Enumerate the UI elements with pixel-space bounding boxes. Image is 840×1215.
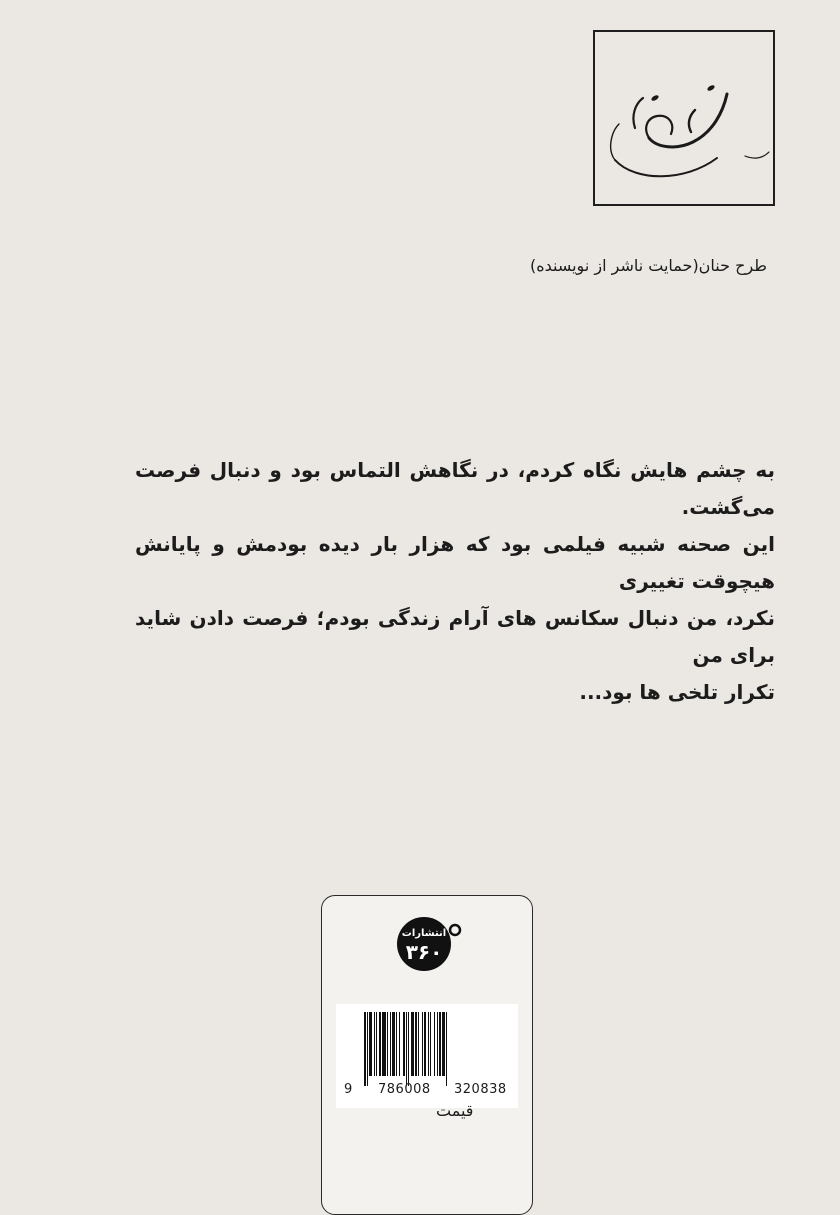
barcode-bars [362, 1012, 510, 1090]
barcode-bar [396, 1012, 397, 1076]
barcode-bar [403, 1012, 405, 1076]
barcode-bar [437, 1012, 438, 1076]
barcode-bar [392, 1012, 395, 1076]
barcode-bar [422, 1012, 423, 1076]
blurb-line: به چشم هایش نگاه کردم، در نگاهش التماس بود و دنبال فرصت می‌گشت. [135, 458, 775, 519]
barcode-bar [411, 1012, 414, 1076]
barcode-bar [367, 1012, 368, 1086]
isbn-barcode [336, 1004, 518, 1108]
barcode-bar [406, 1012, 407, 1086]
blurb-line: تکرار تلخی ها بود... [579, 680, 775, 704]
barcode-bar [374, 1012, 375, 1076]
price-label: قیمت [436, 1101, 474, 1120]
barcode-sticker [321, 895, 533, 1215]
isbn-group-right: 320838 [454, 1082, 507, 1097]
barcode-bar [430, 1012, 431, 1076]
design-credit-text: طرح حنان(حمایت ناشر از نویسنده) [529, 256, 767, 275]
barcode-bar [408, 1012, 409, 1086]
barcode-bar [399, 1012, 400, 1076]
barcode-bar [428, 1012, 429, 1076]
svg-text:۳۶۰: ۳۶۰ [405, 940, 443, 964]
back-cover-blurb [135, 452, 775, 711]
svg-text:انتشارات: انتشارات [401, 928, 447, 939]
publisher-logo-frame [593, 30, 775, 206]
barcode-bar [442, 1012, 445, 1076]
blurb-line: این صحنه شبیه فیلمی بود که هزار بار دیده بودمش و پایانش هیچوقت تغییری [135, 532, 775, 593]
barcode-bar [415, 1012, 417, 1076]
barcode-bar [434, 1012, 435, 1076]
hanan-calligraphy-logo [595, 32, 773, 204]
barcode-bar [364, 1012, 366, 1086]
barcode-bar [424, 1012, 426, 1076]
barcode-bar [418, 1012, 419, 1076]
isbn-group-left: 786008 [378, 1082, 431, 1097]
barcode-bar [446, 1012, 447, 1086]
barcode-bar [382, 1012, 386, 1076]
barcode-bar [369, 1012, 372, 1076]
barcode-bar [439, 1012, 441, 1076]
barcode-bar [390, 1012, 391, 1076]
isbn-first-digit: 9 [344, 1082, 353, 1097]
publisher-360-logo [387, 916, 465, 972]
blurb-line: نکرد، من دنبال سکانس های آرام زندگی بودم؛ فرصت دادن شاید برای من [135, 606, 775, 667]
barcode-bar [379, 1012, 381, 1076]
barcode-bar [376, 1012, 377, 1076]
barcode-bar [387, 1012, 388, 1076]
